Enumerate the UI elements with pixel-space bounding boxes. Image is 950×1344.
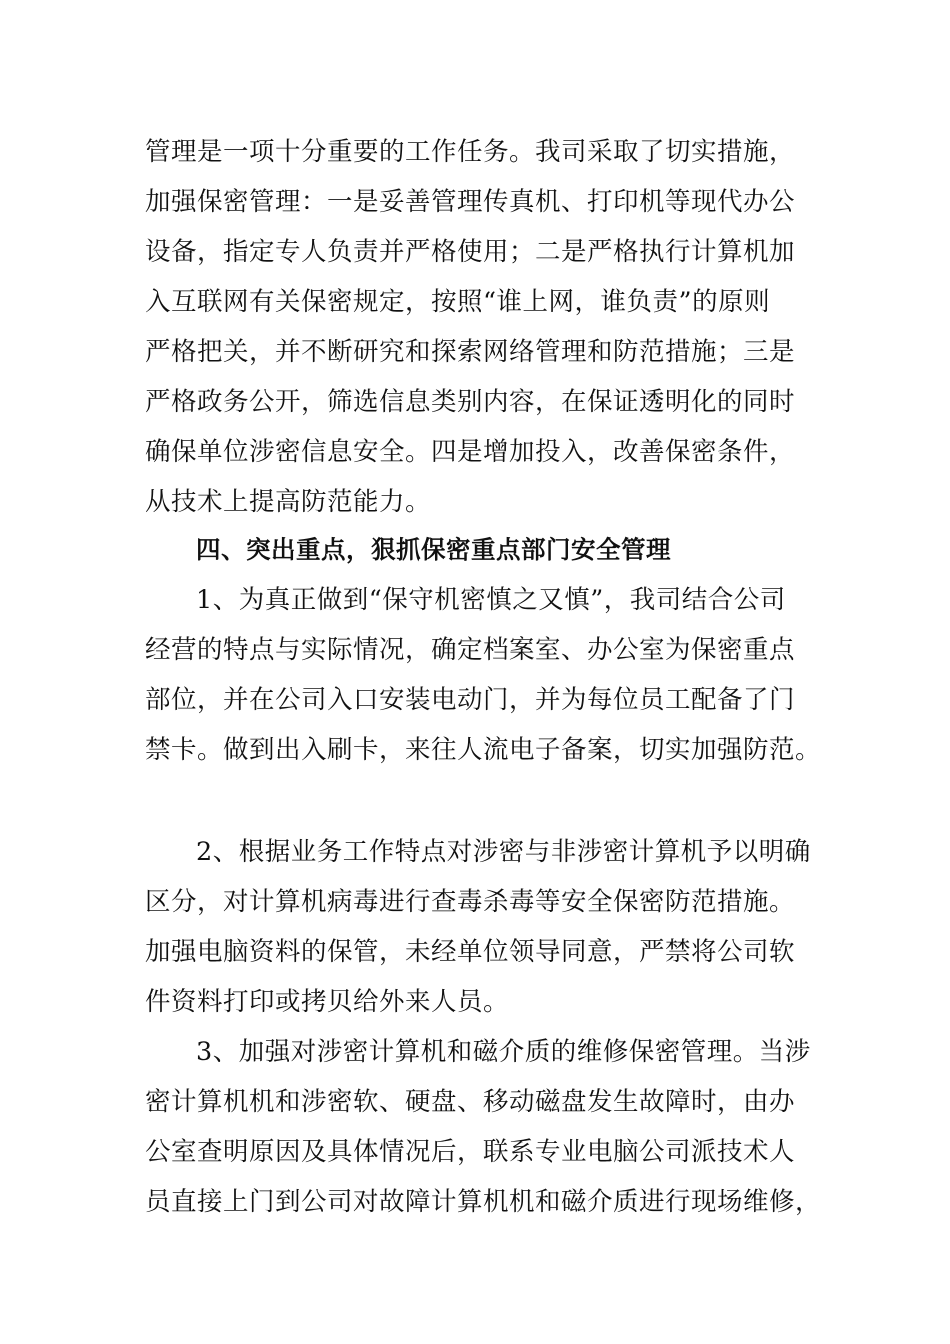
paragraph-line: 件资料打印或拷贝给外来人员。 bbox=[145, 987, 510, 1017]
paragraph-line: 严格政务公开，筛选信息类别内容，在保证透明化的同时 bbox=[145, 387, 796, 417]
paragraph-line: 公室查明原因及具体情况后，联系专业电脑公司派技术人 bbox=[145, 1137, 796, 1167]
paragraph-line: 员直接上门到公司对故障计算机机和磁介质进行现场维修， bbox=[145, 1187, 822, 1217]
paragraph-line: 从技术上提高防范能力。 bbox=[145, 487, 432, 517]
paragraph-line: 严格把关，并不断研究和探索网络管理和防范措施；三是 bbox=[145, 337, 796, 367]
paragraph-line: 确保单位涉密信息安全。四是增加投入，改善保密条件， bbox=[145, 437, 796, 467]
paragraph-line: 经营的特点与实际情况，确定档案室、办公室为保密重点 bbox=[145, 635, 796, 665]
paragraph-line: 3、加强对涉密计算机和磁介质的维修保密管理。当涉 bbox=[196, 1037, 811, 1067]
paragraph-line: 管理是一项十分重要的工作任务。我司采取了切实措施， bbox=[145, 137, 796, 167]
paragraph-line: 部位，并在公司入口安装电动门，并为每位员工配备了门 bbox=[145, 685, 796, 715]
paragraph-line: 区分，对计算机病毒进行查毒杀毒等安全保密防范措施。 bbox=[145, 887, 796, 917]
paragraph-line: 禁卡。做到出入刷卡，来往人流电子备案，切实加强防范。 bbox=[145, 735, 822, 765]
paragraph-line: 设备，指定专人负责并严格使用；二是严格执行计算机加 bbox=[145, 237, 796, 267]
paragraph-line: 密计算机机和涉密软、硬盘、移动磁盘发生故障时，由办 bbox=[145, 1087, 796, 1117]
paragraph-line: 1、为真正做到“保守机密慎之又慎”，我司结合公司 bbox=[196, 585, 786, 615]
paragraph-line: 加强保密管理：一是妥善管理传真机、打印机等现代办公 bbox=[145, 187, 796, 217]
paragraph-line: 入互联网有关保密规定，按照“谁上网，谁负责”的原则 bbox=[145, 287, 771, 317]
section-heading: 四、突出重点，狠抓保密重点部门安全管理 bbox=[196, 535, 671, 564]
paragraph-line: 2、根据业务工作特点对涉密与非涉密计算机予以明确 bbox=[196, 837, 811, 867]
paragraph-line: 加强电脑资料的保管，未经单位领导同意，严禁将公司软 bbox=[145, 937, 796, 967]
